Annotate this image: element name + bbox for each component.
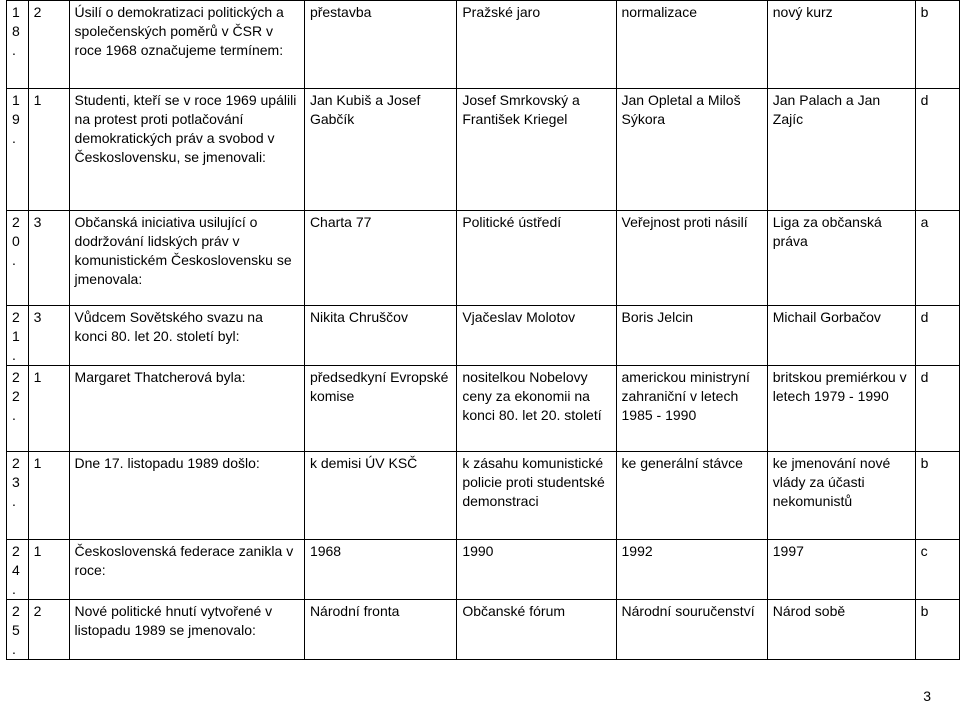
answer-a: přestavba (304, 1, 456, 89)
answer-c: Národní souručenství (616, 600, 767, 660)
answer-c: Jan Opletal a Miloš Sýkora (616, 89, 767, 211)
answer-key: b (915, 1, 959, 89)
answer-c: normalizace (616, 1, 767, 89)
question-number: 24. (7, 540, 29, 600)
question-number: 20. (7, 211, 29, 306)
answer-b: Pražské jaro (457, 1, 616, 89)
question-text: Dne 17. listopadu 1989 došlo: (69, 452, 304, 540)
question-points: 3 (28, 306, 69, 366)
question-points: 3 (28, 211, 69, 306)
question-points: 1 (28, 366, 69, 452)
table-row (7, 211, 960, 306)
question-text: Vůdcem Sovětského svazu na konci 80. let 20. století byl: (69, 306, 304, 366)
answer-key: b (915, 600, 959, 660)
question-text: Československá federace zanikla v roce: (69, 540, 304, 600)
answer-d: 1997 (767, 540, 915, 600)
answer-a: 1968 (304, 540, 456, 600)
answer-c: Boris Jelcin (616, 306, 767, 366)
question-number: 21. (7, 306, 29, 366)
table-row (7, 89, 960, 211)
table-row (7, 1, 960, 89)
answer-d: britskou premiérkou v letech 1979 - 1990 (767, 366, 915, 452)
quiz-table (6, 0, 960, 660)
question-number: 18. (7, 1, 29, 89)
question-text: Nové politické hnutí vytvořené v listopadu 1989 se jmenovalo: (69, 600, 304, 660)
table-row (7, 540, 960, 600)
question-text: Občanská iniciativa usilující o dodržování lidských práv v komunistickém Československu se jmenovala: (69, 211, 304, 306)
question-points: 2 (28, 1, 69, 89)
question-points: 1 (28, 452, 69, 540)
answer-d: nový kurz (767, 1, 915, 89)
question-number: 23. (7, 452, 29, 540)
answer-b: Politické ústředí (457, 211, 616, 306)
question-number: 22. (7, 366, 29, 452)
page-number: 3 (923, 688, 931, 704)
answer-key: b (915, 452, 959, 540)
answer-key: d (915, 306, 959, 366)
answer-c: 1992 (616, 540, 767, 600)
question-text: Úsilí o demokratizaci politických a společenských poměrů v ČSR v roce 1968 označujeme termínem: (69, 1, 304, 89)
table-row (7, 600, 960, 660)
answer-a: Jan Kubiš a Josef Gabčík (304, 89, 456, 211)
question-text: Margaret Thatcherová byla: (69, 366, 304, 452)
question-points: 1 (28, 540, 69, 600)
answer-a: k demisi ÚV KSČ (304, 452, 456, 540)
answer-d: Jan Palach a Jan Zajíc (767, 89, 915, 211)
answer-d: ke jmenování nové vlády za účasti nekomunistů (767, 452, 915, 540)
table-row (7, 366, 960, 452)
answer-a: Nikita Chruščov (304, 306, 456, 366)
question-points: 2 (28, 600, 69, 660)
table-row (7, 306, 960, 366)
answer-key: a (915, 211, 959, 306)
answer-key: d (915, 89, 959, 211)
answer-b: nositelkou Nobelovy ceny za ekonomii na konci 80. let 20. století (457, 366, 616, 452)
answer-a: předsedkyní Evropské komise (304, 366, 456, 452)
answer-c: ke generální stávce (616, 452, 767, 540)
answer-c: americkou ministryní zahraniční v letech 1985 - 1990 (616, 366, 767, 452)
question-number: 25. (7, 600, 29, 660)
answer-c: Veřejnost proti násilí (616, 211, 767, 306)
answer-b: k zásahu komunistické policie proti studentské demonstraci (457, 452, 616, 540)
table-row (7, 452, 960, 540)
question-points: 1 (28, 89, 69, 211)
answer-b: 1990 (457, 540, 616, 600)
answer-d: Michail Gorbačov (767, 306, 915, 366)
answer-d: Národ sobě (767, 600, 915, 660)
answer-key: c (915, 540, 959, 600)
answer-a: Národní fronta (304, 600, 456, 660)
answer-b: Občanské fórum (457, 600, 616, 660)
answer-a: Charta 77 (304, 211, 456, 306)
answer-b: Josef Smrkovský a František Kriegel (457, 89, 616, 211)
answer-key: d (915, 366, 959, 452)
question-text: Studenti, kteří se v roce 1969 upálili na protest proti potlačování demokratických práv a svobod v Československu, se jmenovali: (69, 89, 304, 211)
question-number: 19. (7, 89, 29, 211)
answer-b: Vjačeslav Molotov (457, 306, 616, 366)
answer-d: Liga za občanská práva (767, 211, 915, 306)
